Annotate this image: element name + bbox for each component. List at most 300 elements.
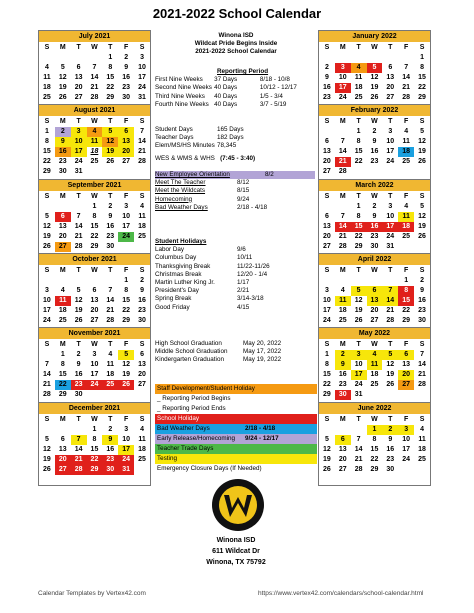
day-cell: 3	[124, 426, 129, 433]
day-cell: 10	[338, 74, 347, 81]
day-cell: 12	[323, 446, 331, 453]
info-row	[155, 204, 317, 212]
day-cell: 15	[122, 297, 131, 304]
weekday-label: S	[324, 43, 330, 51]
day-cell	[118, 475, 134, 485]
day-cell: 26	[43, 466, 51, 473]
day-cell: 16	[122, 74, 131, 81]
day-cell	[71, 475, 87, 485]
month-calendar	[318, 179, 431, 263]
day-cell: 27	[398, 380, 414, 390]
day-cell	[71, 425, 87, 435]
day-cell: 22	[354, 233, 363, 240]
info-cell: 2/18 - 4/18	[237, 203, 268, 211]
info-cell: 8/15	[237, 187, 250, 195]
orientation-row	[155, 171, 315, 179]
day-cell: 6	[60, 436, 65, 443]
day-cell: 16	[74, 371, 83, 378]
day-cell: 18	[138, 446, 146, 453]
info-cell: 1/17	[237, 279, 250, 287]
day-cell: 13	[118, 137, 134, 147]
day-cell: 15	[90, 446, 99, 453]
day-cell	[319, 276, 335, 286]
day-cell: 16	[370, 148, 379, 155]
day-cell: 5	[420, 203, 424, 210]
weekday-label: M	[339, 192, 346, 200]
day-cell	[319, 53, 335, 63]
day-cell: 21	[138, 148, 146, 155]
weekday-label: S	[324, 117, 330, 125]
day-cell	[414, 167, 430, 177]
day-cell: 23	[323, 94, 331, 101]
day-cell: 20	[55, 455, 71, 465]
day-cell: 21	[71, 455, 87, 465]
weekday-label: M	[59, 192, 66, 200]
day-cell	[118, 242, 134, 252]
day-cell: 24	[138, 84, 146, 91]
day-cell: 24	[118, 232, 134, 242]
weekday-label: T	[108, 43, 113, 51]
day-cell: 14	[338, 148, 347, 155]
day-cell: 27	[55, 242, 71, 252]
day-cell	[71, 202, 87, 212]
day-cell: 28	[74, 243, 83, 250]
calendar-title: 2021-2022 School Calendar	[152, 6, 322, 21]
day-cell: 6	[398, 350, 414, 360]
day-cell: 20	[138, 371, 146, 378]
info-cell: Kindergarten Graduation	[155, 356, 224, 364]
weekday-label: W	[371, 266, 378, 274]
day-cell: 23	[102, 455, 118, 465]
day-cell: 2	[140, 277, 144, 284]
day-cell: 1	[367, 425, 383, 435]
day-cell: 24	[386, 158, 395, 165]
day-cell: 23	[418, 307, 426, 314]
day-cell: 27	[122, 158, 131, 165]
school-hours	[155, 155, 317, 163]
day-cell: 21	[335, 157, 351, 167]
day-cell: 26	[118, 380, 134, 390]
day-cell	[351, 276, 367, 286]
info-cell: High School Graduation	[155, 340, 222, 347]
weekday-label: W	[91, 340, 98, 348]
day-cell: 5	[420, 128, 424, 135]
info-cell: Thanksgiving Break	[155, 262, 211, 270]
weekday-label: M	[339, 266, 346, 274]
day-cell: 3	[388, 128, 393, 135]
info-cell: Labor Day	[155, 246, 185, 254]
info-cell: Meet The Teacher	[155, 179, 206, 187]
day-cell: 10	[138, 64, 146, 71]
info-cell: 1/5 - 3/4	[259, 92, 283, 100]
day-cell: 30	[370, 243, 379, 250]
info-row	[155, 295, 317, 303]
address-city: Winona, TX 75792	[206, 559, 266, 566]
day-cell: 9	[372, 138, 377, 145]
day-cell: 9	[124, 64, 129, 71]
day-cell: 24	[323, 317, 331, 324]
orientation-date: 8/2	[265, 171, 274, 178]
day-cell	[367, 53, 383, 63]
day-cell: 15	[351, 222, 367, 232]
weekday-label: S	[419, 266, 425, 274]
day-cell: 5	[382, 350, 398, 360]
info-cell: 10/11	[237, 254, 253, 262]
day-cell: 19	[418, 148, 426, 155]
day-cell: 8	[356, 138, 361, 145]
day-cell: 25	[338, 317, 347, 324]
day-cell: 30	[138, 317, 146, 324]
weekday-label: S	[419, 117, 425, 125]
weekday-label: S	[419, 415, 425, 423]
day-cell: 25	[90, 158, 99, 165]
info-cell: 40 Days	[214, 92, 238, 100]
weekday-label: S	[419, 43, 425, 51]
day-cell: 29	[323, 391, 331, 398]
day-cell: 18	[418, 446, 426, 453]
info-cell: 165 Days	[217, 126, 244, 133]
day-cell: 27	[386, 94, 395, 101]
info-row	[155, 187, 317, 195]
day-cell: 1	[356, 203, 361, 210]
day-cell: 17	[335, 83, 351, 93]
day-cell: 11	[418, 436, 426, 443]
day-cell: 11	[354, 74, 363, 81]
day-cell: 17	[138, 74, 146, 81]
weekday-label: T	[388, 192, 393, 200]
day-cell: 2	[108, 203, 113, 210]
holidays-heading: Student Holidays	[155, 238, 207, 245]
weekday-label: M	[339, 117, 346, 125]
weekday-label: S	[139, 266, 145, 274]
month-calendar	[38, 104, 151, 188]
day-cell	[102, 276, 118, 286]
day-cell: 20	[323, 158, 331, 165]
reporting-heading: Reporting Period	[217, 68, 269, 75]
day-cell: 24	[354, 381, 363, 388]
day-cell	[55, 475, 71, 485]
day-cell	[398, 465, 414, 475]
day-cell	[398, 242, 414, 252]
day-cell: 19	[122, 371, 131, 378]
day-cell: 25	[370, 381, 379, 388]
day-cell	[335, 127, 351, 137]
day-cell: 11	[55, 296, 71, 306]
holiday-rows	[155, 246, 317, 312]
day-cell: 23	[138, 307, 146, 314]
day-cell	[39, 475, 55, 485]
day-cell: 26	[43, 243, 51, 250]
day-cell: 11	[106, 361, 114, 368]
weekday-label: T	[76, 340, 81, 348]
day-cell: 4	[87, 127, 103, 137]
info-cell: 8/18 - 10/8	[259, 76, 290, 84]
day-cell: 10	[71, 137, 87, 147]
day-cell	[351, 53, 367, 63]
day-cell: 14	[74, 446, 83, 453]
day-cell	[39, 202, 55, 212]
info-cell: Good Friday	[155, 303, 190, 311]
info-row	[155, 279, 317, 287]
info-cell: May 19, 2022	[243, 356, 282, 364]
day-cell: 9	[102, 435, 118, 445]
day-cell: 8	[124, 287, 129, 294]
weekday-label: F	[404, 43, 409, 51]
day-cell	[102, 475, 118, 485]
day-cell	[87, 167, 103, 177]
day-cell	[39, 53, 55, 63]
day-cell: 17	[122, 223, 131, 230]
month-calendar	[318, 253, 431, 337]
info-cell: 40 Days	[214, 100, 238, 108]
month-title: January 2022	[319, 31, 430, 42]
info-row	[155, 179, 317, 187]
day-cell: 19	[323, 456, 331, 463]
info-row	[155, 271, 317, 279]
legend-label: Testing	[157, 455, 177, 462]
day-cell: 8	[60, 361, 65, 368]
weekday-label: W	[371, 415, 378, 423]
day-cell: 26	[106, 158, 115, 165]
weekday-label: T	[388, 415, 393, 423]
day-cell: 10	[323, 297, 331, 304]
day-cell	[319, 425, 335, 435]
day-cell: 26	[323, 466, 331, 473]
legend-label: Teacher Trade Days	[157, 445, 214, 452]
month-title: July 2021	[39, 31, 150, 42]
day-cell: 3	[388, 203, 393, 210]
day-cell: 9	[55, 137, 71, 147]
weekday-label: T	[108, 192, 113, 200]
month-title: May 2022	[319, 328, 430, 339]
day-cell: 3	[92, 351, 97, 358]
day-cell: 24	[118, 455, 134, 465]
day-cell	[367, 276, 383, 286]
day-cell: 12	[43, 223, 51, 230]
legend-label: Bad Weather Days	[157, 425, 210, 432]
day-cell: 21	[338, 233, 347, 240]
day-cell: 7	[340, 138, 345, 145]
month-title: August 2021	[39, 105, 150, 116]
day-cell: 7	[420, 351, 424, 358]
day-cell: 21	[74, 233, 83, 240]
day-cell: 3	[398, 425, 414, 435]
day-cell: 4	[60, 287, 65, 294]
day-cell	[87, 276, 103, 286]
day-cell: 29	[106, 94, 115, 101]
weekday-label: F	[124, 415, 129, 423]
day-cell	[335, 425, 351, 435]
day-cell: 28	[338, 243, 347, 250]
day-cell: 5	[351, 286, 367, 296]
day-cell: 3	[71, 127, 87, 137]
day-cell: 4	[44, 64, 49, 71]
day-cell: 23	[122, 84, 131, 91]
weekday-label: S	[139, 43, 145, 51]
weekday-label: F	[124, 266, 129, 274]
day-cell	[335, 276, 351, 286]
day-cell	[414, 465, 430, 475]
day-cell	[351, 167, 367, 177]
legend-label: _ Reporting Period Begins	[157, 395, 231, 402]
info-cell: Columbus Day	[155, 254, 197, 262]
month-calendar	[38, 30, 151, 114]
day-cell: 9	[420, 287, 424, 294]
weekday-label: T	[356, 340, 361, 348]
weekday-label: M	[339, 340, 346, 348]
info-cell: Middle School Graduation	[155, 348, 228, 356]
day-cell	[134, 475, 150, 485]
month-title: December 2021	[39, 403, 150, 414]
day-cell	[367, 475, 383, 485]
day-cell: 22	[354, 158, 363, 165]
legend-item	[155, 414, 317, 424]
weekday-label: T	[108, 266, 113, 274]
day-cell: 7	[44, 361, 49, 368]
info-cell: May 20, 2022	[243, 340, 282, 347]
day-cell: 1	[404, 277, 409, 284]
weekday-label: F	[404, 117, 409, 125]
day-cell	[39, 276, 55, 286]
day-cell: 13	[58, 223, 67, 230]
day-cell	[134, 390, 150, 400]
day-cell: 12	[74, 297, 83, 304]
info-row	[155, 254, 317, 262]
day-cell: 25	[138, 233, 146, 240]
info-cell: 3/7 - 5/19	[259, 100, 287, 108]
weekday-label: F	[404, 192, 409, 200]
day-cell: 7	[404, 64, 409, 71]
info-cell: 3/14-3/18	[237, 295, 264, 303]
day-cell: 20	[398, 370, 414, 380]
day-cell: 25	[58, 317, 67, 324]
info-cell: First Nine Weeks	[155, 76, 203, 84]
day-cell: 4	[108, 351, 113, 358]
day-cell: 14	[90, 74, 99, 81]
day-cell: 8	[420, 64, 424, 71]
day-cell: 27	[323, 243, 331, 250]
legend-item	[155, 424, 317, 434]
day-cell: 6	[367, 286, 383, 296]
weekday-label: M	[59, 415, 66, 423]
footer-right[interactable]: https://www.vertex42.com/calendars/school-calendar.html	[258, 590, 424, 597]
day-cell: 4	[351, 63, 367, 73]
day-cell: 8	[92, 436, 97, 443]
day-cell: 13	[58, 446, 67, 453]
day-cell: 2	[382, 425, 398, 435]
day-cell: 7	[356, 436, 361, 443]
day-cell: 20	[386, 84, 395, 91]
month-calendar	[318, 30, 431, 114]
info-row	[155, 304, 317, 312]
day-cell: 19	[386, 371, 395, 378]
address-name: Winona ISD	[216, 537, 256, 544]
day-cell: 17	[90, 371, 99, 378]
legend	[155, 384, 317, 474]
day-cell: 11	[367, 360, 383, 370]
day-cell: 1	[44, 128, 49, 135]
day-cell: 6	[388, 64, 393, 71]
info-cell: 78,345	[217, 142, 237, 150]
day-cell: 18	[58, 307, 67, 314]
day-cell	[55, 276, 71, 286]
day-cell: 14	[138, 138, 146, 145]
school-hours-time: (7:45 - 3:40)	[220, 154, 256, 162]
graduation-rows	[155, 340, 317, 365]
weekday-label: F	[124, 117, 129, 125]
graduations	[155, 340, 317, 365]
weekday-label: F	[404, 340, 409, 348]
month-title: September 2021	[39, 180, 150, 191]
day-cell: 9	[324, 74, 329, 81]
day-cell: 24	[338, 94, 347, 101]
day-cell	[87, 53, 103, 63]
day-cell: 16	[323, 84, 331, 91]
day-cell: 5	[118, 350, 134, 360]
day-cell	[414, 390, 430, 400]
day-cell: 13	[367, 296, 383, 306]
weekday-label: M	[59, 117, 66, 125]
day-cell: 9	[140, 287, 144, 294]
day-cell: 9	[372, 213, 377, 220]
day-cell: 19	[102, 147, 118, 157]
day-cell: 27	[370, 317, 379, 324]
day-cell: 16	[106, 223, 115, 230]
day-cell: 24	[87, 380, 103, 390]
weekday-label: W	[91, 266, 98, 274]
event-rows	[155, 179, 317, 212]
month-title: June 2022	[319, 403, 430, 414]
day-cell: 22	[402, 307, 411, 314]
day-cell: 11	[43, 74, 51, 81]
day-cell	[55, 425, 71, 435]
day-cell: 13	[402, 361, 411, 368]
day-cell: 26	[418, 158, 426, 165]
day-cell: 3	[335, 63, 351, 73]
day-cell: 6	[140, 351, 144, 358]
day-cell: 18	[106, 371, 115, 378]
day-cell	[351, 475, 367, 485]
footer-left: Calendar Templates by Vertex42.com	[38, 590, 146, 597]
weekday-label: S	[139, 340, 145, 348]
day-cell: 7	[76, 213, 81, 220]
day-cell: 20	[323, 233, 331, 240]
day-cell: 22	[122, 307, 131, 314]
day-cell: 7	[382, 286, 398, 296]
calendar-subtitle: 2021-2022 School Calendar	[195, 48, 277, 56]
info-cell: Spring Break	[155, 295, 192, 303]
day-cell	[335, 202, 351, 212]
month-calendar	[318, 327, 431, 411]
day-cell: 8	[324, 361, 329, 368]
month-title: March 2022	[319, 180, 430, 191]
day-cell	[71, 276, 87, 286]
info-cell: 8/12	[237, 179, 250, 187]
month-calendar	[38, 179, 151, 263]
day-cell: 5	[44, 213, 49, 220]
day-cell: 15	[323, 371, 331, 378]
day-cell: 14	[74, 223, 83, 230]
weekday-label: F	[124, 340, 129, 348]
month-calendar	[318, 402, 431, 486]
day-cell: 10	[90, 361, 99, 368]
day-cell: 29	[122, 317, 131, 324]
day-cell: 27	[90, 317, 99, 324]
legend-label: Emergency Closure Days (If Needed)	[157, 465, 262, 472]
day-cell: 4	[404, 128, 409, 135]
month-title: November 2021	[39, 328, 150, 339]
day-cell: 21	[386, 307, 395, 314]
